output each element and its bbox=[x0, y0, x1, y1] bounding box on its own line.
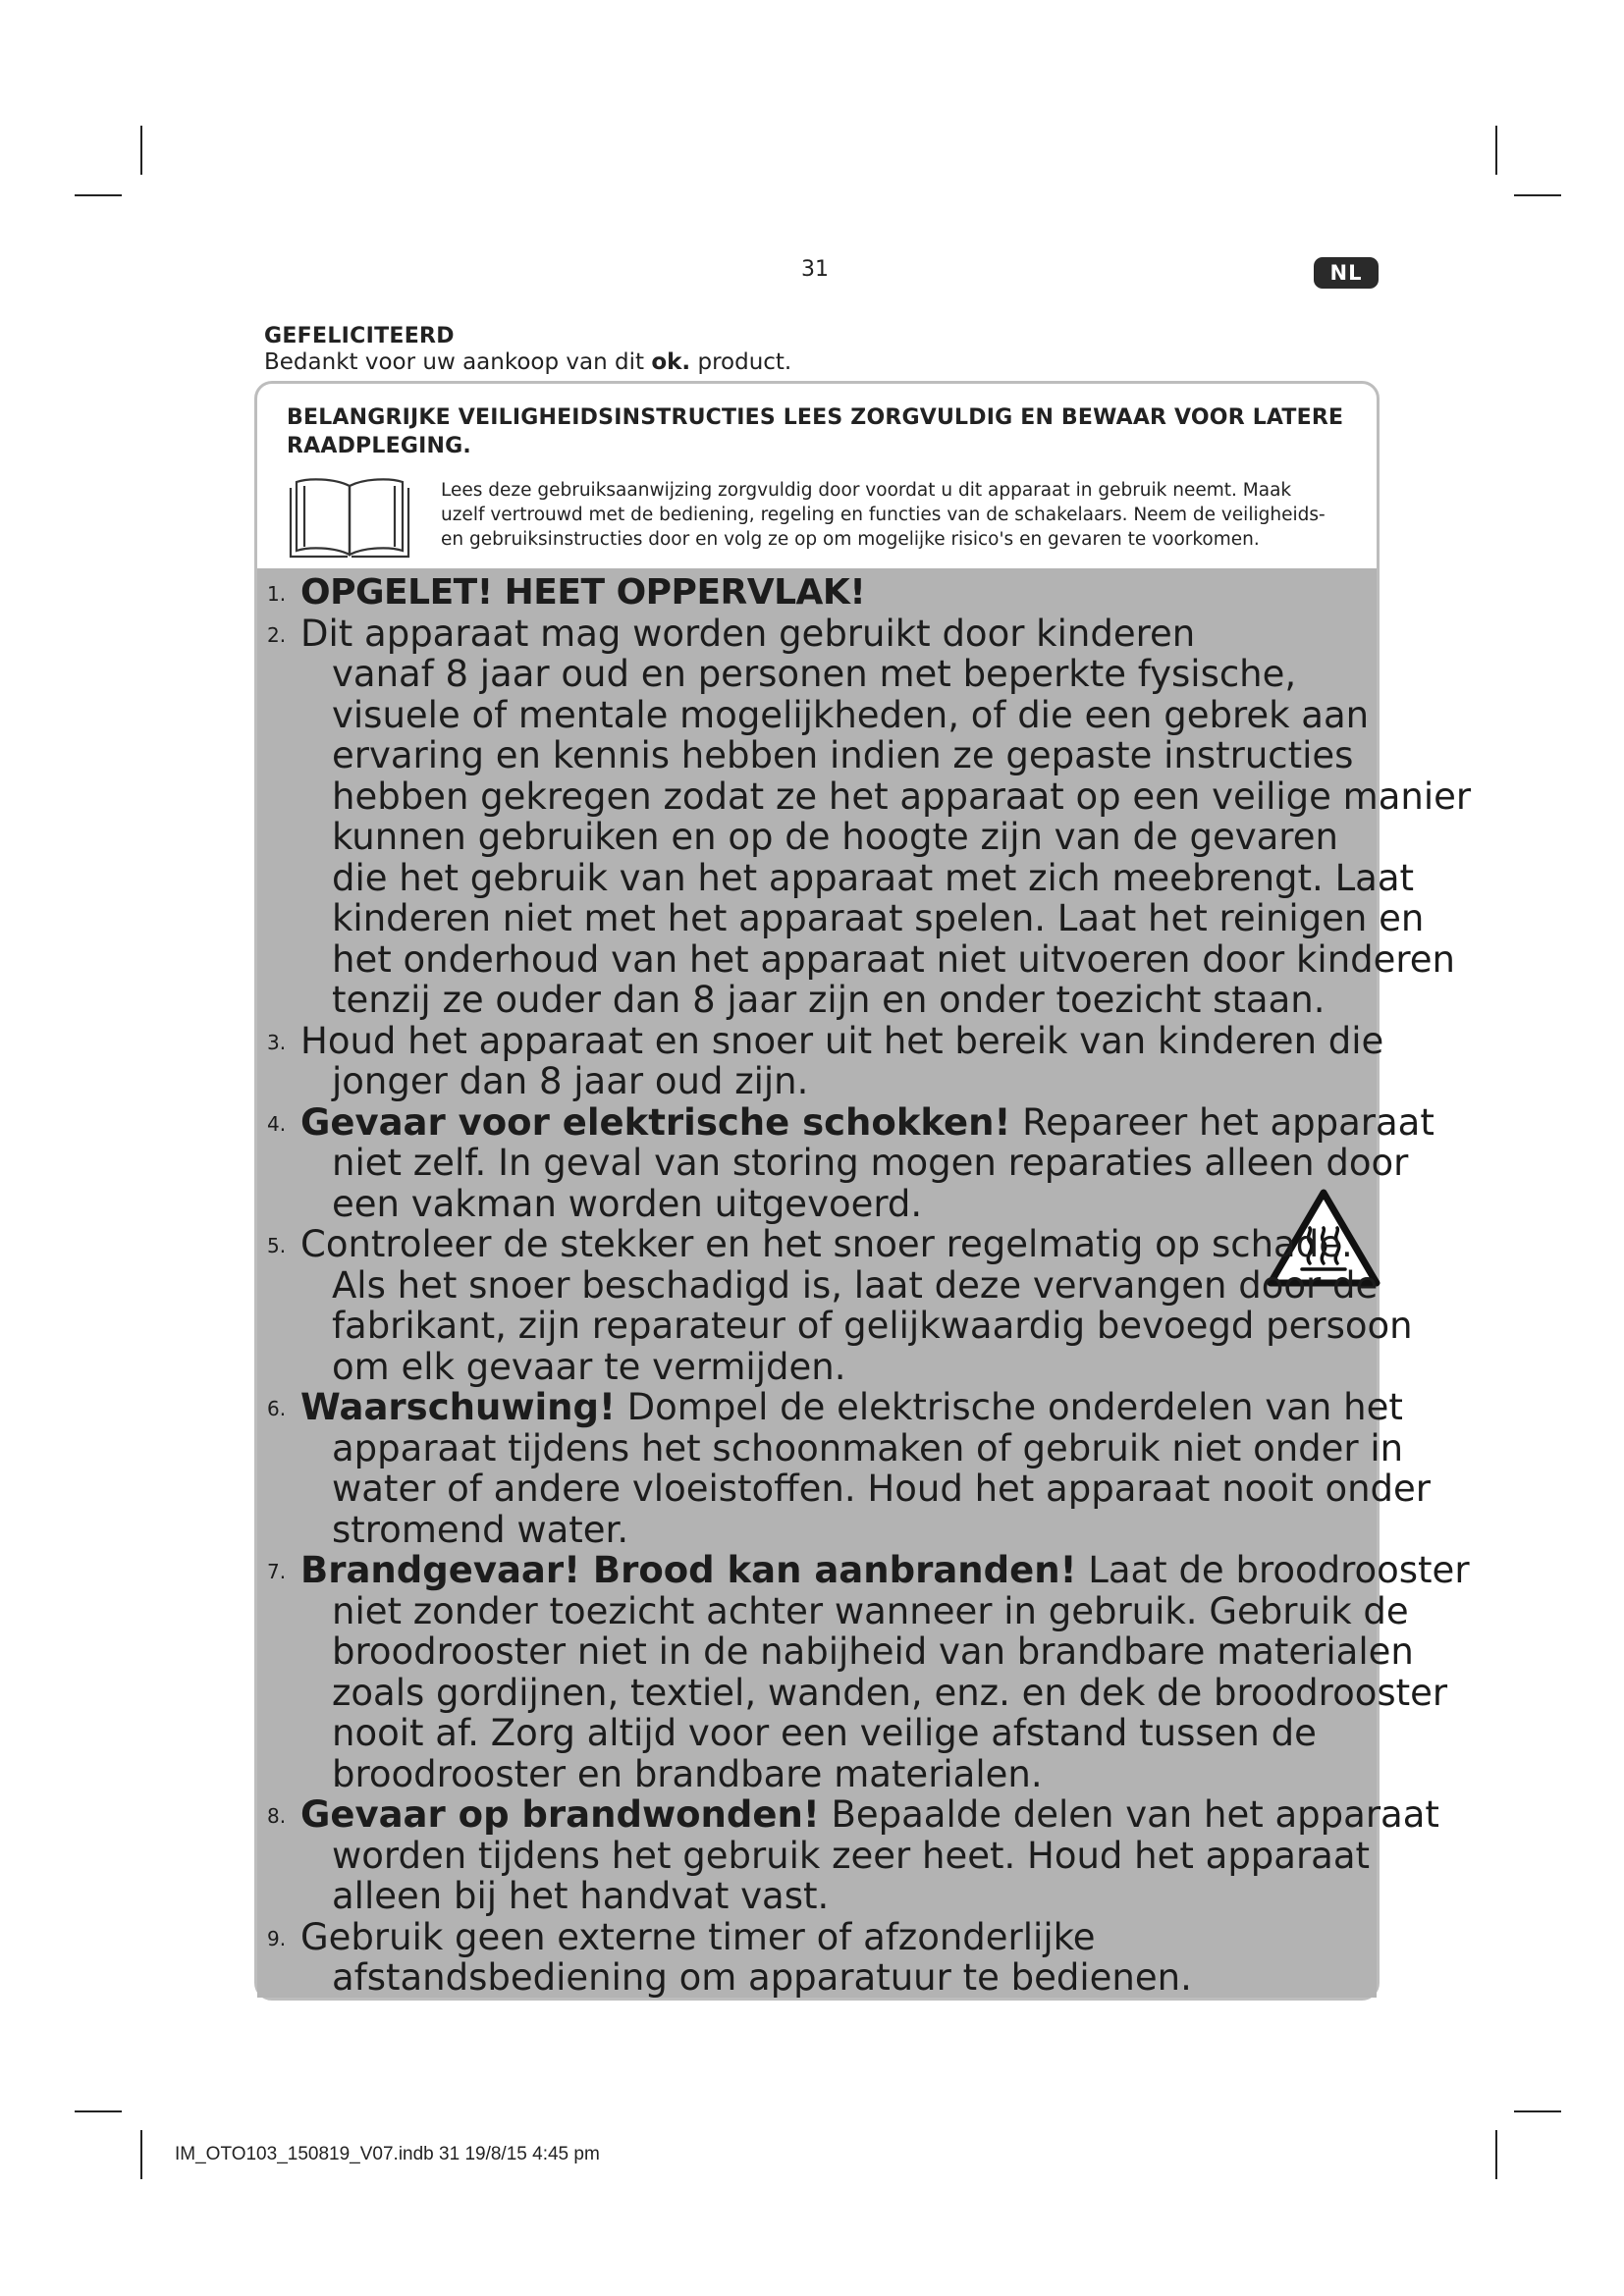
item-number: 5. bbox=[267, 1234, 287, 1257]
item-line: om elk gevaar te vermijden. bbox=[332, 1345, 846, 1388]
crop-mark bbox=[1514, 194, 1561, 196]
item-line: Controleer de stekker en het snoer regelmatig op schade. bbox=[300, 1223, 1353, 1265]
item-text: Repareer het apparaat bbox=[1010, 1100, 1435, 1144]
list-item bbox=[267, 1793, 1439, 1917]
item-line bbox=[300, 1793, 1439, 1836]
intro-text bbox=[441, 478, 1364, 552]
item-line: visuele of mentale mogelijkheden, of die een gebrek aan bbox=[332, 693, 1370, 736]
page-number: 31 bbox=[801, 257, 829, 282]
crop-mark bbox=[1495, 126, 1497, 175]
item-bold-text: Gevaar voor elektrische schokken! bbox=[300, 1100, 1011, 1144]
item-line: Gebruik geen externe timer of afzonderlijke bbox=[300, 1915, 1096, 1958]
warning-list bbox=[267, 572, 1472, 1999]
item-line bbox=[300, 1100, 1435, 1144]
item-line: ervaring en kennis hebben indien ze gepaste instructies bbox=[332, 734, 1354, 776]
slug-date: 19/8/15 bbox=[464, 2144, 527, 2164]
item-line: apparaat tijdens het schoonmaken of gebruik niet onder in bbox=[332, 1426, 1404, 1469]
item-line: alleen bij het handvat vast. bbox=[332, 1875, 830, 1917]
safety-instructions-box bbox=[254, 381, 1472, 2001]
item-number: 1. bbox=[267, 582, 287, 606]
item-line: broodrooster niet in de nabijheid van brandbare materialen bbox=[332, 1630, 1414, 1673]
item-line: stromend water. bbox=[332, 1508, 629, 1551]
item-bold-text: Brandgevaar! Brood kan aanbranden! bbox=[300, 1549, 1077, 1591]
list-item bbox=[267, 1019, 1384, 1102]
item-line: afstandsbediening om apparatuur te bedienen. bbox=[332, 1956, 1192, 1999]
warnings-panel bbox=[257, 568, 1472, 1999]
item-line: jonger dan 8 jaar oud zijn. bbox=[332, 1060, 809, 1102]
item-line: hebben gekregen zodat ze het apparaat op een veilige manier bbox=[332, 774, 1472, 818]
list-item bbox=[267, 612, 1472, 1021]
item-number: 4. bbox=[267, 1111, 287, 1136]
item-line: niet zelf. In geval van storing mogen reparaties alleen door bbox=[332, 1142, 1409, 1184]
slug-time: 4:45 pm bbox=[532, 2144, 600, 2164]
safety-title: BELANGRIJKE VEILIGHEIDSINSTRUCTIES LEES ZORGVULDIG EN BEWAAR VOOR LATERE RAADPLEGING. bbox=[287, 405, 1344, 458]
item-number: 8. bbox=[267, 1804, 287, 1828]
item-number: 2. bbox=[267, 622, 287, 647]
list-item bbox=[267, 572, 1375, 614]
item-line: het onderhoud van het apparaat niet uitvoeren door kinderen bbox=[332, 937, 1456, 981]
item-line: nooit af. Zorg altijd voor een veilige afstand tussen de bbox=[332, 1712, 1317, 1754]
list-item bbox=[267, 1917, 1375, 1999]
intro-line: Lees deze gebruiksaanwijzing zorgvuldig door voordat u dit apparaat in gebruik neemt. Maak bbox=[441, 480, 1292, 501]
crop-mark bbox=[1495, 2130, 1497, 2179]
brand-name: ok. bbox=[651, 349, 691, 375]
item-line: fabrikant, zijn reparateur of gelijkwaardig bevoegd persoon bbox=[332, 1305, 1413, 1347]
item-line: niet zonder toezicht achter wanneer in gebruik. Gebruik de bbox=[332, 1589, 1409, 1632]
item-number: 6. bbox=[267, 1397, 287, 1420]
thanks-line bbox=[264, 349, 791, 375]
list-item bbox=[267, 1223, 1413, 1388]
item-line: water of andere vloeistoffen. Houd het apparaat nooit onder bbox=[332, 1468, 1432, 1510]
item-bold-text: OPGELET! HEET OPPERVLAK! bbox=[300, 572, 866, 613]
crop-mark bbox=[140, 2130, 142, 2179]
item-number: 3. bbox=[267, 1030, 287, 1054]
item-text: Laat de broodrooster bbox=[1076, 1549, 1470, 1591]
language-badge: NL bbox=[1314, 257, 1379, 289]
item-line: een vakman worden uitgevoerd. bbox=[332, 1182, 923, 1225]
intro-line: uzelf vertrouwd met de bediening, regeling en functies van de schakelaars. Neem de veiligheids- bbox=[441, 505, 1326, 525]
crop-mark bbox=[75, 194, 122, 196]
thanks-text-end: product. bbox=[690, 349, 792, 375]
item-line: vanaf 8 jaar oud en personen met beperkte fysische, bbox=[332, 653, 1297, 695]
item-number: 7. bbox=[267, 1560, 287, 1583]
item-line bbox=[300, 1386, 1403, 1428]
item-line: Houd het apparaat en snoer uit het bereik van kinderen die bbox=[300, 1019, 1384, 1062]
crop-mark bbox=[1514, 2110, 1561, 2112]
item-line: tenzij ze ouder dan 8 jaar zijn en onder toezicht staan. bbox=[332, 979, 1326, 1021]
print-slug bbox=[175, 2144, 600, 2165]
crop-mark bbox=[75, 2110, 122, 2112]
item-line: Als het snoer beschadigd is, laat deze vervangen door de bbox=[332, 1263, 1379, 1307]
item-number: 9. bbox=[267, 1926, 287, 1950]
open-book-icon bbox=[287, 472, 412, 561]
item-bold-text: Gevaar op brandwonden! bbox=[300, 1793, 820, 1836]
list-item bbox=[267, 1386, 1432, 1551]
item-line: zoals gordijnen, textiel, wanden, enz. en dek de broodrooster bbox=[332, 1671, 1448, 1714]
crop-mark bbox=[140, 126, 142, 175]
item-bold-text: Waarschuwing! bbox=[300, 1386, 616, 1428]
intro-line: en gebruiksinstructies door en volg ze op om mogelijke risico's en gevaren te voorkomen. bbox=[441, 529, 1260, 550]
item-line: worden tijdens het gebruik zeer heet. Houd het apparaat bbox=[332, 1834, 1371, 1877]
item-text: Bepaalde delen van het apparaat bbox=[819, 1793, 1439, 1836]
item-line: Dit apparaat mag worden gebruikt door kinderen bbox=[300, 612, 1196, 655]
item-line: die het gebruik van het apparaat met zich meebrengt. Laat bbox=[332, 856, 1415, 899]
item-line: kinderen niet met het apparaat spelen. Laat het reinigen en bbox=[332, 897, 1425, 939]
item-line: kunnen gebruiken en op de hoogte zijn van de gevaren bbox=[332, 816, 1338, 858]
slug-file: IM_OTO103_150819_V07.indb 31 bbox=[175, 2144, 460, 2164]
list-item bbox=[267, 1549, 1470, 1795]
list-item bbox=[267, 1100, 1435, 1225]
item-line: broodrooster en brandbare materialen. bbox=[332, 1752, 1043, 1795]
thanks-text: Bedankt voor uw aankoop van dit bbox=[264, 349, 652, 375]
page-heading: GEFELICITEERD bbox=[264, 324, 455, 348]
item-text: Dompel de elektrische onderdelen van het bbox=[615, 1386, 1403, 1428]
item-line bbox=[300, 1549, 1470, 1591]
